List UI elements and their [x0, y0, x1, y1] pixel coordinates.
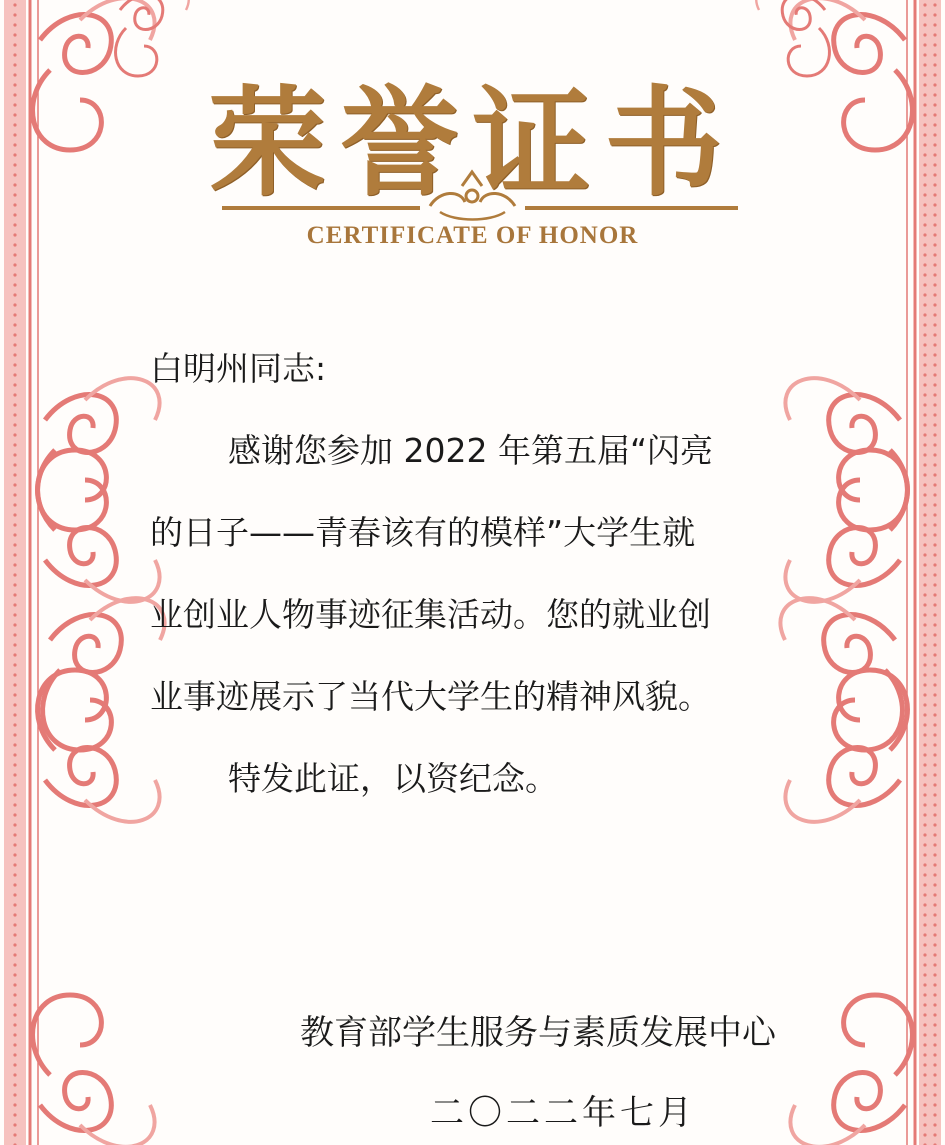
closing-line: 特发此证，以资纪念。: [228, 759, 558, 798]
body-line: 的日子——青春该有的模样”大学生就: [150, 513, 696, 552]
corner-ornament-bottom-right: [790, 995, 912, 1145]
issuer-name: 教育部学生服务与素质发展中心: [300, 1013, 776, 1053]
body-line: 业创业人物事迹征集活动。您的就业创: [150, 595, 711, 634]
body-line: 感谢您参加 2022 年第五届“闪亮: [228, 431, 714, 470]
certificate-title: 荣誉证书: [208, 73, 737, 212]
issue-date: 二〇二二年七月: [430, 1093, 696, 1133]
corner-ornament-bottom-left: [33, 995, 155, 1145]
body-line: 业事迹展示了当代大学生的精神风貌。: [150, 677, 711, 716]
certificate-subtitle: CERTIFICATE OF HONOR: [306, 222, 639, 249]
recipient-salutation: 白明州同志:: [150, 349, 327, 388]
side-ornament-left: [38, 378, 165, 822]
certificate-body: [150, 410, 820, 820]
